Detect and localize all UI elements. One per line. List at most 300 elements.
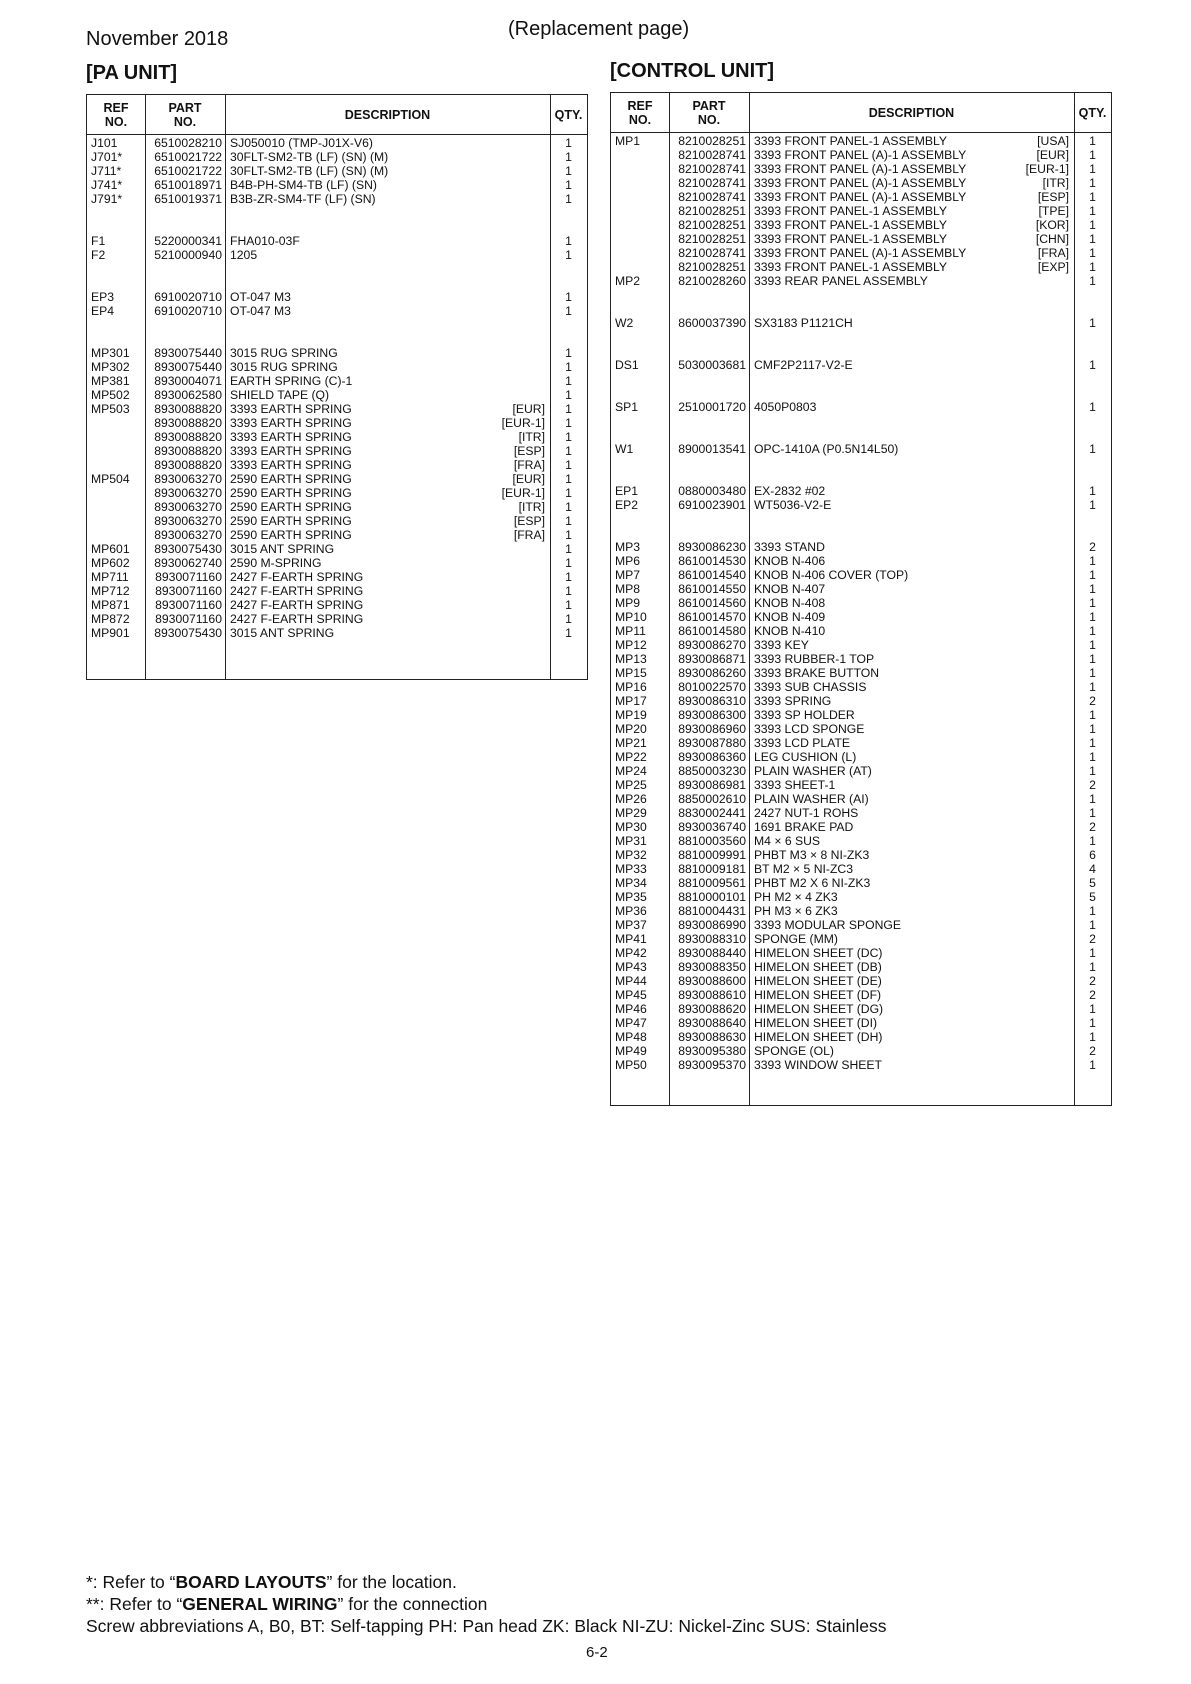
description-cell: 3393 RUBBER-1 TOP bbox=[754, 652, 875, 666]
table-row bbox=[611, 694, 1111, 708]
description-cell: PHBT M2 X 6 NI-ZK3 bbox=[754, 876, 871, 890]
description-cell: 3393 SUB CHASSIS bbox=[754, 680, 867, 694]
description-cell: 3393 FRONT PANEL-1 ASSEMBLY bbox=[754, 134, 948, 148]
table-row bbox=[611, 1044, 1111, 1058]
description-cell: 3015 ANT SPRING bbox=[230, 626, 335, 640]
table-row bbox=[611, 316, 1111, 330]
header-ref-no: REF NO. bbox=[627, 98, 653, 127]
description-cell: 3393 EARTH SPRING bbox=[230, 402, 352, 416]
qty-cell: 1 bbox=[1089, 162, 1096, 176]
ref-no-cell: EP3 bbox=[91, 290, 115, 304]
description-cell: 2590 EARTH SPRING bbox=[230, 486, 352, 500]
part-no-cell: 8210028741 bbox=[678, 190, 746, 204]
description-cell: 3015 ANT SPRING bbox=[230, 542, 335, 556]
description-cell: SJ050010 (TMP-J01X-V6) bbox=[230, 136, 373, 150]
part-no-cell: 8610014550 bbox=[678, 582, 746, 596]
ref-no-cell: MP15 bbox=[615, 666, 647, 680]
table-row bbox=[611, 750, 1111, 764]
description-cell: 3393 FRONT PANEL (A)-1 ASSEMBLY bbox=[754, 246, 967, 260]
qty-cell: 1 bbox=[1089, 484, 1096, 498]
qty-cell: 1 bbox=[1089, 1016, 1096, 1030]
qty-cell: 1 bbox=[565, 626, 572, 640]
part-no-cell: 8930086270 bbox=[678, 638, 746, 652]
description-cell: HIMELON SHEET (DB) bbox=[754, 960, 882, 974]
header-part-no: PART NO. bbox=[692, 98, 726, 127]
description-cell: 3393 BRAKE BUTTON bbox=[754, 666, 880, 680]
part-no-cell: 8930088630 bbox=[678, 1030, 746, 1044]
ref-no-cell: MP45 bbox=[615, 988, 647, 1002]
region-cell: [EUR] bbox=[1036, 148, 1069, 162]
screw-abbreviations-note: Screw abbreviations A, B0, BT: Self-tapping PH: Pan head ZK: Black NI-ZU: Nickel-Zinc SUS: Stainless bbox=[86, 1616, 887, 1636]
description-cell: B3B-ZR-SM4-TF (LF) (SN) bbox=[230, 192, 376, 206]
qty-cell: 1 bbox=[1089, 806, 1096, 820]
description-cell: KNOB N-410 bbox=[754, 624, 826, 638]
table-row bbox=[611, 596, 1111, 610]
table-row bbox=[87, 556, 587, 570]
description-cell: HIMELON SHEET (DC) bbox=[754, 946, 883, 960]
table-row bbox=[611, 778, 1111, 792]
part-no-cell: 8930063270 bbox=[154, 472, 222, 486]
region-cell: [FRA] bbox=[513, 458, 545, 472]
description-cell: 2590 M-SPRING bbox=[230, 556, 322, 570]
table-row bbox=[87, 584, 587, 598]
qty-cell: 1 bbox=[1089, 176, 1096, 190]
qty-cell: 1 bbox=[565, 500, 572, 514]
region-cell: [CHN] bbox=[1035, 232, 1069, 246]
ref-no-cell: MP13 bbox=[615, 652, 647, 666]
ref-no-cell: MP47 bbox=[615, 1016, 647, 1030]
description-cell: OT-047 M3 bbox=[230, 304, 291, 318]
ref-no-cell: MP6 bbox=[615, 554, 641, 568]
ref-no-cell: F2 bbox=[91, 248, 106, 262]
ref-no-cell: MP29 bbox=[615, 806, 647, 820]
part-no-cell: 8930088620 bbox=[678, 1002, 746, 1016]
qty-cell: 1 bbox=[1089, 834, 1096, 848]
ref-no-cell: DS1 bbox=[615, 358, 639, 372]
part-no-cell: 8930088640 bbox=[678, 1016, 746, 1030]
region-cell: [TPE] bbox=[1038, 204, 1069, 218]
table-header bbox=[611, 93, 1111, 133]
part-no-cell: 8930088820 bbox=[154, 444, 222, 458]
region-cell: [EUR-1] bbox=[501, 416, 545, 430]
table-row bbox=[611, 1016, 1111, 1030]
part-no-cell: 8930071160 bbox=[155, 584, 222, 598]
part-no-cell: 8810009181 bbox=[678, 862, 746, 876]
part-no-cell: 8930062580 bbox=[154, 388, 222, 402]
footnote-board-layouts bbox=[86, 1572, 457, 1593]
description-cell: PH M3 × 6 ZK3 bbox=[754, 904, 838, 918]
ref-no-cell: MP31 bbox=[615, 834, 647, 848]
ref-no-cell: J741* bbox=[91, 178, 123, 192]
description-cell: EX-2832 #02 bbox=[754, 484, 826, 498]
ref-no-cell: MP22 bbox=[615, 750, 647, 764]
qty-cell: 1 bbox=[1089, 918, 1096, 932]
qty-cell: 1 bbox=[1089, 624, 1096, 638]
region-cell: [ITR] bbox=[518, 500, 545, 514]
qty-cell: 1 bbox=[1089, 946, 1096, 960]
description-cell: 3393 EARTH SPRING bbox=[230, 458, 352, 472]
qty-cell: 1 bbox=[1089, 1030, 1096, 1044]
part-no-cell: 8930086300 bbox=[678, 708, 746, 722]
description-cell: 2590 EARTH SPRING bbox=[230, 514, 352, 528]
qty-cell: 1 bbox=[565, 542, 572, 556]
qty-cell: 2 bbox=[1089, 1044, 1096, 1058]
description-cell: PHBT M3 × 8 NI-ZK3 bbox=[754, 848, 870, 862]
part-no-cell: 8930063270 bbox=[154, 528, 222, 542]
table-row bbox=[611, 1058, 1111, 1072]
part-no-cell: 8930086990 bbox=[678, 918, 746, 932]
ref-no-cell: MP11 bbox=[615, 624, 646, 638]
table-row bbox=[87, 234, 587, 248]
document-date: November 2018 bbox=[86, 28, 229, 50]
qty-cell: 1 bbox=[1089, 190, 1096, 204]
part-no-cell: 8610014580 bbox=[678, 624, 746, 638]
description-cell: SPONGE (OL) bbox=[754, 1044, 834, 1058]
qty-cell: 5 bbox=[1089, 890, 1096, 904]
qty-cell: 1 bbox=[1089, 582, 1096, 596]
description-cell: KNOB N-409 bbox=[754, 610, 826, 624]
ref-no-cell: W1 bbox=[615, 442, 634, 456]
qty-cell: 1 bbox=[1089, 610, 1096, 624]
table-row bbox=[611, 610, 1111, 624]
header-description: DESCRIPTION bbox=[344, 107, 431, 122]
qty-cell: 2 bbox=[1089, 778, 1096, 792]
description-cell: 4050P0803 bbox=[754, 400, 817, 414]
ref-no-cell: MP3 bbox=[615, 540, 641, 554]
region-cell: [ITR] bbox=[1042, 176, 1069, 190]
qty-cell: 1 bbox=[565, 248, 572, 262]
part-no-cell: 8210028251 bbox=[678, 204, 746, 218]
ref-no-cell: MP32 bbox=[615, 848, 647, 862]
footnote-text: *: Refer to “ bbox=[86, 1572, 176, 1592]
description-cell: HIMELON SHEET (DF) bbox=[754, 988, 882, 1002]
description-cell: 3393 EARTH SPRING bbox=[230, 444, 352, 458]
part-no-cell: 8930088350 bbox=[678, 960, 746, 974]
header-qty: QTY. bbox=[1078, 105, 1107, 120]
qty-cell: 1 bbox=[565, 388, 572, 402]
description-cell: 30FLT-SM2-TB (LF) (SN) (M) bbox=[230, 150, 389, 164]
description-cell: PLAIN WASHER (AI) bbox=[754, 792, 869, 806]
description-cell: 3393 MODULAR SPONGE bbox=[754, 918, 901, 932]
qty-cell: 1 bbox=[565, 304, 572, 318]
qty-cell: 1 bbox=[1089, 134, 1096, 148]
part-no-cell: 5030003681 bbox=[678, 358, 746, 372]
region-cell: [EUR] bbox=[512, 472, 545, 486]
part-no-cell: 8210028741 bbox=[678, 246, 746, 260]
ref-no-cell: MP49 bbox=[615, 1044, 647, 1058]
qty-cell: 1 bbox=[565, 150, 572, 164]
qty-cell: 2 bbox=[1089, 988, 1096, 1002]
table-row bbox=[87, 178, 587, 192]
qty-cell: 1 bbox=[565, 612, 572, 626]
description-cell: 3393 FRONT PANEL (A)-1 ASSEMBLY bbox=[754, 176, 967, 190]
table-row bbox=[611, 834, 1111, 848]
table-row bbox=[611, 722, 1111, 736]
table-row bbox=[611, 246, 1111, 260]
qty-cell: 1 bbox=[1089, 218, 1096, 232]
region-cell: [ESP] bbox=[1037, 190, 1069, 204]
table-row bbox=[611, 820, 1111, 834]
part-no-cell: 8930088820 bbox=[154, 402, 222, 416]
part-no-cell: 8210028741 bbox=[678, 162, 746, 176]
description-cell: 3393 FRONT PANEL-1 ASSEMBLY bbox=[754, 260, 948, 274]
part-no-cell: 8210028251 bbox=[678, 260, 746, 274]
ref-no-cell: W2 bbox=[615, 316, 634, 330]
table-row bbox=[611, 176, 1111, 190]
description-cell: OT-047 M3 bbox=[230, 290, 291, 304]
ref-no-cell: J791* bbox=[91, 192, 123, 206]
qty-cell: 1 bbox=[565, 584, 572, 598]
qty-cell: 1 bbox=[565, 402, 572, 416]
table-row bbox=[87, 402, 587, 416]
qty-cell: 1 bbox=[565, 486, 572, 500]
part-no-cell: 8810009991 bbox=[678, 848, 746, 862]
part-no-cell: 8930086310 bbox=[678, 694, 746, 708]
qty-cell: 1 bbox=[1089, 148, 1096, 162]
table-row bbox=[611, 498, 1111, 512]
description-cell: 2590 EARTH SPRING bbox=[230, 500, 352, 514]
ref-no-cell: MP602 bbox=[91, 556, 130, 570]
pa-unit-title: [PA UNIT] bbox=[86, 62, 178, 84]
table-row bbox=[611, 736, 1111, 750]
qty-cell: 1 bbox=[1089, 596, 1096, 610]
qty-cell: 5 bbox=[1089, 876, 1096, 890]
ref-no-cell: MP381 bbox=[91, 374, 130, 388]
description-cell: 3393 LCD SPONGE bbox=[754, 722, 865, 736]
qty-cell: 2 bbox=[1089, 820, 1096, 834]
table-row bbox=[87, 514, 587, 528]
ref-no-cell: MP35 bbox=[615, 890, 647, 904]
table-row bbox=[87, 360, 587, 374]
qty-cell: 1 bbox=[1089, 246, 1096, 260]
part-no-cell: 8850002610 bbox=[678, 792, 746, 806]
table-row bbox=[611, 904, 1111, 918]
part-no-cell: 6510021722 bbox=[154, 150, 222, 164]
description-cell: CMF2P2117-V2-E bbox=[754, 358, 853, 372]
part-no-cell: 8930088610 bbox=[678, 988, 746, 1002]
qty-cell: 1 bbox=[565, 472, 572, 486]
qty-cell: 1 bbox=[565, 136, 572, 150]
table-row bbox=[87, 388, 587, 402]
table-row bbox=[611, 554, 1111, 568]
description-cell: 3393 SHEET-1 bbox=[754, 778, 836, 792]
part-no-cell: 8810000101 bbox=[678, 890, 746, 904]
part-no-cell: 8930086360 bbox=[678, 750, 746, 764]
part-no-cell: 8210028251 bbox=[678, 218, 746, 232]
part-no-cell: 8930088310 bbox=[678, 932, 746, 946]
table-row bbox=[611, 624, 1111, 638]
part-no-cell: 2510001720 bbox=[678, 400, 746, 414]
table-row bbox=[611, 1002, 1111, 1016]
header-part-no: PART NO. bbox=[168, 100, 202, 129]
ref-no-cell: MP711 bbox=[91, 570, 129, 584]
region-cell: [ESP] bbox=[513, 514, 545, 528]
part-no-cell: 6510021722 bbox=[154, 164, 222, 178]
table-row bbox=[87, 136, 587, 150]
qty-cell: 1 bbox=[1089, 1002, 1096, 1016]
ref-no-cell: MP21 bbox=[615, 736, 647, 750]
part-no-cell: 8210028260 bbox=[678, 274, 746, 288]
region-cell: [EUR-1] bbox=[501, 486, 545, 500]
part-no-cell: 8930075430 bbox=[154, 626, 222, 640]
ref-no-cell: MP30 bbox=[615, 820, 647, 834]
qty-cell: 1 bbox=[565, 528, 572, 542]
ref-no-cell: MP1 bbox=[615, 134, 641, 148]
ref-no-cell: MP42 bbox=[615, 946, 647, 960]
description-cell: 2427 F-EARTH SPRING bbox=[230, 598, 364, 612]
ref-no-cell: MP50 bbox=[615, 1058, 647, 1072]
part-no-cell: 8930063270 bbox=[154, 486, 222, 500]
footnote-bold: BOARD LAYOUTS bbox=[175, 1572, 327, 1592]
qty-cell: 1 bbox=[1089, 204, 1096, 218]
table-row bbox=[611, 680, 1111, 694]
part-no-cell: 8210028741 bbox=[678, 148, 746, 162]
ref-no-cell: MP34 bbox=[615, 876, 647, 890]
description-cell: HIMELON SHEET (DI) bbox=[754, 1016, 878, 1030]
description-cell: 3393 FRONT PANEL (A)-1 ASSEMBLY bbox=[754, 162, 967, 176]
table-row bbox=[611, 764, 1111, 778]
part-no-cell: 8930004071 bbox=[154, 374, 222, 388]
ref-no-cell: MP19 bbox=[615, 708, 647, 722]
description-cell: 3393 STAND bbox=[754, 540, 825, 554]
table-row bbox=[611, 162, 1111, 176]
control-unit-title: [CONTROL UNIT] bbox=[610, 60, 775, 82]
ref-no-cell: MP43 bbox=[615, 960, 647, 974]
table-row bbox=[87, 542, 587, 556]
part-no-cell: 6910020710 bbox=[154, 290, 222, 304]
description-cell: OPC-1410A (P0.5N14L50) bbox=[754, 442, 899, 456]
table-row bbox=[611, 400, 1111, 414]
ref-no-cell: MP503 bbox=[91, 402, 130, 416]
qty-cell: 1 bbox=[1089, 750, 1096, 764]
region-cell: [FRA] bbox=[513, 528, 545, 542]
qty-cell: 1 bbox=[1089, 232, 1096, 246]
region-cell: [USA] bbox=[1037, 134, 1069, 148]
part-no-cell: 6510028210 bbox=[154, 136, 222, 150]
part-no-cell: 8850003230 bbox=[678, 764, 746, 778]
table-row bbox=[87, 150, 587, 164]
part-no-cell: 8210028251 bbox=[678, 134, 746, 148]
table-row bbox=[611, 540, 1111, 554]
qty-cell: 1 bbox=[1089, 554, 1096, 568]
table-row bbox=[611, 652, 1111, 666]
table-row bbox=[87, 164, 587, 178]
qty-cell: 1 bbox=[565, 164, 572, 178]
description-cell: HIMELON SHEET (DG) bbox=[754, 1002, 884, 1016]
description-cell: 3393 WINDOW SHEET bbox=[754, 1058, 882, 1072]
description-cell: 2427 NUT-1 ROHS bbox=[754, 806, 859, 820]
ref-no-cell: MP12 bbox=[615, 638, 647, 652]
table-row bbox=[611, 932, 1111, 946]
part-no-cell: 8600037390 bbox=[678, 316, 746, 330]
description-cell: 3393 LCD PLATE bbox=[754, 736, 850, 750]
qty-cell: 1 bbox=[565, 514, 572, 528]
qty-cell: 6 bbox=[1089, 848, 1096, 862]
table-row bbox=[611, 862, 1111, 876]
ref-no-cell: MP41 bbox=[615, 932, 647, 946]
ref-no-cell: EP1 bbox=[615, 484, 639, 498]
qty-cell: 1 bbox=[1089, 736, 1096, 750]
qty-cell: 1 bbox=[565, 234, 572, 248]
qty-cell: 1 bbox=[565, 416, 572, 430]
ref-no-cell: EP4 bbox=[91, 304, 115, 318]
region-cell: [FRA] bbox=[1037, 246, 1069, 260]
description-cell: 3393 SP HOLDER bbox=[754, 708, 855, 722]
description-cell: 3393 FRONT PANEL-1 ASSEMBLY bbox=[754, 232, 948, 246]
table-row bbox=[611, 988, 1111, 1002]
part-no-cell: 8210028251 bbox=[678, 232, 746, 246]
description-cell: SHIELD TAPE (Q) bbox=[230, 388, 330, 402]
description-cell: 3393 FRONT PANEL-1 ASSEMBLY bbox=[754, 204, 948, 218]
part-no-cell: 8810004431 bbox=[678, 904, 746, 918]
table-row bbox=[87, 346, 587, 360]
part-no-cell: 8930062740 bbox=[154, 556, 222, 570]
description-cell: 3393 FRONT PANEL-1 ASSEMBLY bbox=[754, 218, 948, 232]
part-no-cell: 8930071160 bbox=[155, 598, 222, 612]
part-no-cell: 8930095370 bbox=[678, 1058, 746, 1072]
control-unit-parts-table bbox=[610, 92, 1112, 1106]
description-cell: B4B-PH-SM4-TB (LF) (SN) bbox=[230, 178, 377, 192]
table-row bbox=[611, 918, 1111, 932]
table-row bbox=[87, 626, 587, 640]
part-no-cell: 6910020710 bbox=[154, 304, 222, 318]
description-cell: KNOB N-406 COVER (TOP) bbox=[754, 568, 909, 582]
ref-no-cell: MP871 bbox=[91, 598, 130, 612]
description-cell: 2427 F-EARTH SPRING bbox=[230, 612, 364, 626]
ref-no-cell: MP16 bbox=[615, 680, 647, 694]
part-no-cell: 8930095380 bbox=[678, 1044, 746, 1058]
part-no-cell: 8930086230 bbox=[678, 540, 746, 554]
table-row bbox=[611, 232, 1111, 246]
ref-no-cell: MP302 bbox=[91, 360, 130, 374]
qty-cell: 1 bbox=[1089, 960, 1096, 974]
table-row bbox=[611, 960, 1111, 974]
qty-cell: 1 bbox=[565, 360, 572, 374]
description-cell: WT5036-V2-E bbox=[754, 498, 832, 512]
description-cell: 3393 KEY bbox=[754, 638, 809, 652]
footnote-general-wiring bbox=[86, 1594, 487, 1615]
part-no-cell: 8930075440 bbox=[154, 360, 222, 374]
footnote-text: **: Refer to “ bbox=[86, 1594, 183, 1614]
part-no-cell: 0880003480 bbox=[678, 484, 746, 498]
description-cell: 2427 F-EARTH SPRING bbox=[230, 584, 364, 598]
table-row bbox=[611, 484, 1111, 498]
part-no-cell: 8900013541 bbox=[678, 442, 746, 456]
table-row bbox=[611, 358, 1111, 372]
description-cell: FHA010-03F bbox=[230, 234, 300, 248]
table-row bbox=[611, 974, 1111, 988]
qty-cell: 2 bbox=[1089, 540, 1096, 554]
table-row bbox=[87, 416, 587, 430]
table-row bbox=[611, 890, 1111, 904]
qty-cell: 1 bbox=[1089, 400, 1096, 414]
table-row bbox=[87, 570, 587, 584]
description-cell: HIMELON SHEET (DE) bbox=[754, 974, 882, 988]
qty-cell: 1 bbox=[565, 556, 572, 570]
table-row bbox=[611, 134, 1111, 148]
table-row bbox=[87, 304, 587, 318]
table-row bbox=[87, 500, 587, 514]
description-cell: 3393 REAR PANEL ASSEMBLY bbox=[754, 274, 928, 288]
description-cell: KNOB N-406 bbox=[754, 554, 826, 568]
header-description: DESCRIPTION bbox=[868, 105, 955, 120]
qty-cell: 1 bbox=[1089, 1058, 1096, 1072]
part-no-cell: 8930088440 bbox=[678, 946, 746, 960]
ref-no-cell: MP37 bbox=[615, 918, 647, 932]
table-row bbox=[611, 946, 1111, 960]
part-no-cell: 8010022570 bbox=[678, 680, 746, 694]
region-cell: [EUR-1] bbox=[1025, 162, 1069, 176]
